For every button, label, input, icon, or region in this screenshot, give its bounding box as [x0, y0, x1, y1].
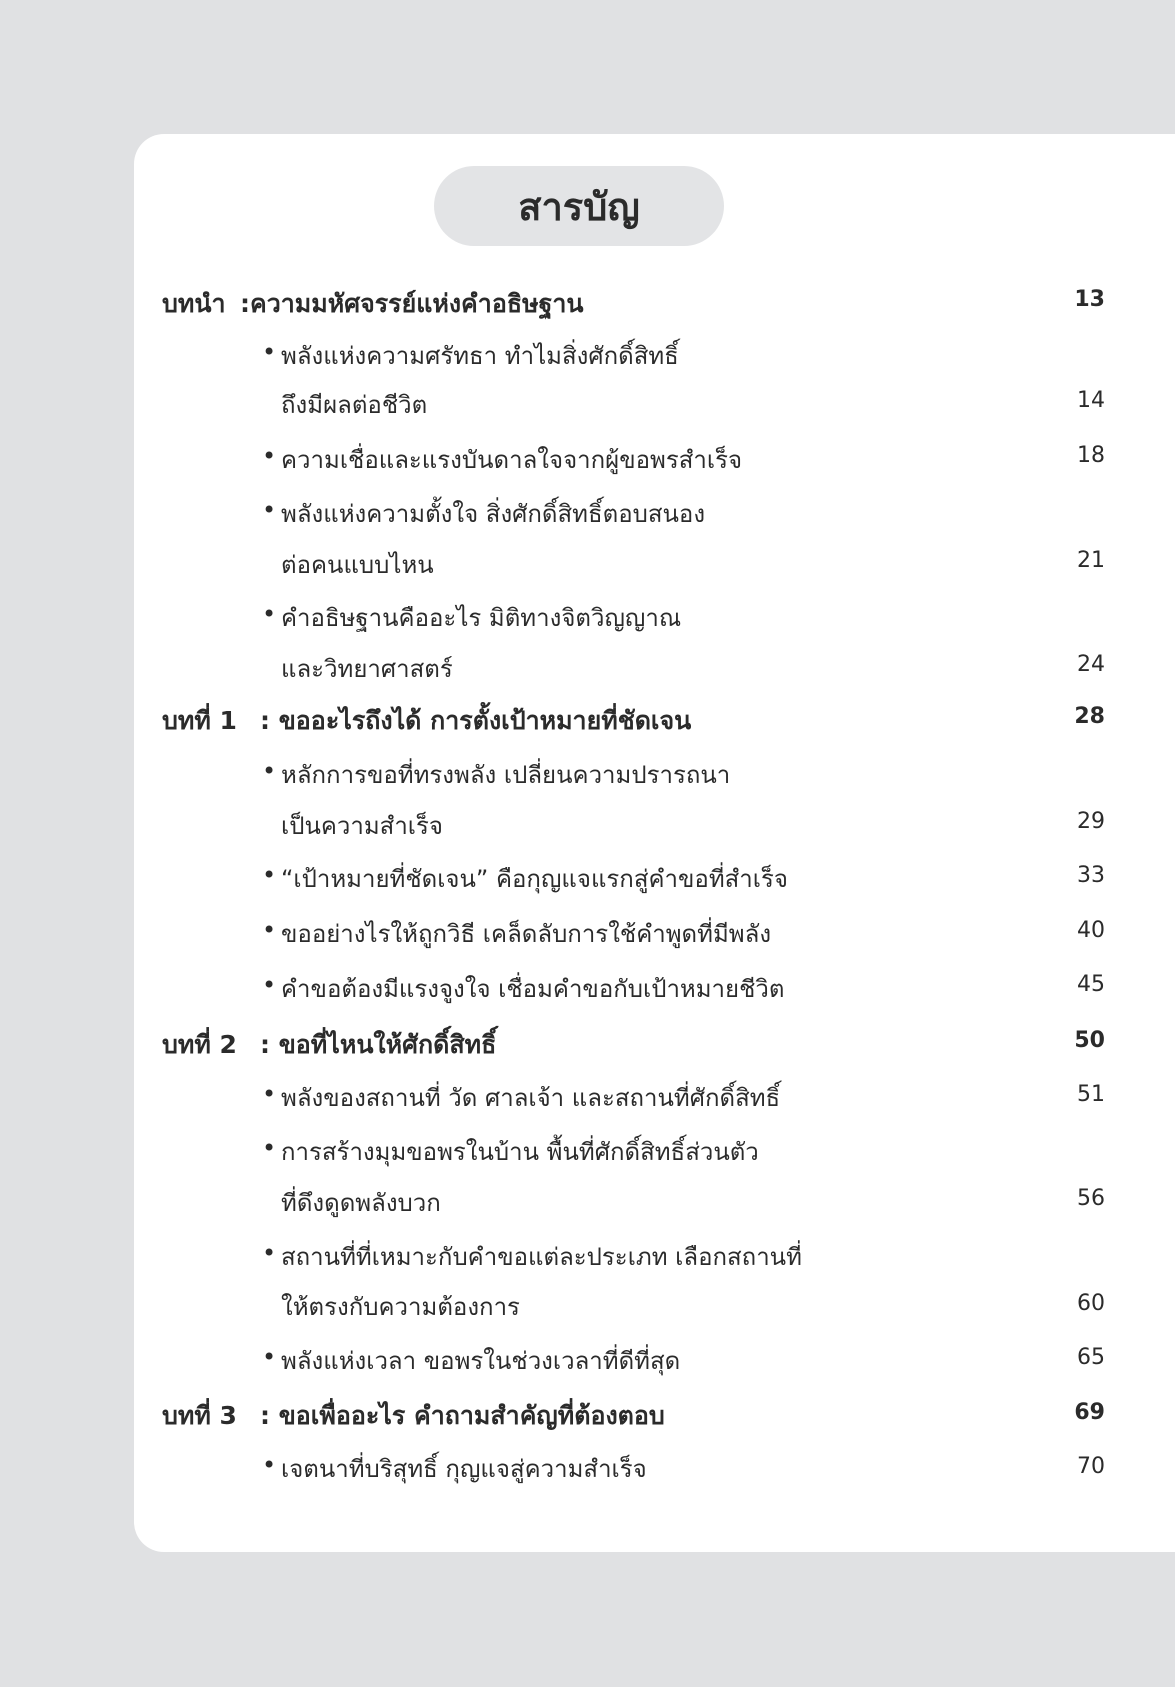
section-title: พลังแห่งเวลา ขอพรในช่วงเวลาที่ดีที่สุด: [281, 1347, 681, 1375]
section-page: 14: [1077, 388, 1105, 413]
section-page: 40: [1077, 918, 1105, 943]
section-title: พลังแห่งความศรัทธา ทำไมสิ่งศักดิ์สิทธิ์: [281, 342, 679, 370]
section-title: คำขอต้องมีแรงจูงใจ เชื่อมคำขอกับเป้าหมายชีวิต: [281, 975, 785, 1003]
chapter-title: :ความมหัศจรรย์แห่งคำอธิษฐาน: [240, 289, 584, 318]
section-title: หลักการขอที่ทรงพลัง เปลี่ยนความปรารถนา: [281, 761, 731, 789]
section-title: คำอธิษฐานคืออะไร มิติทางจิตวิญญาณ: [281, 604, 682, 632]
chapter-title: : ขอเพื่ออะไร คำถามสำคัญที่ต้องตอบ: [260, 1401, 665, 1430]
section-page: 51: [1077, 1082, 1105, 1107]
section-title: สถานที่ที่เหมาะกับคำขอแต่ละประเภท เลือกสถานที่: [281, 1243, 802, 1271]
chapter-page: 50: [1074, 1028, 1105, 1053]
bullet: •: [262, 1343, 277, 1371]
bullet: •: [262, 442, 277, 470]
section-page: 18: [1077, 443, 1105, 468]
chapter-page: 28: [1074, 704, 1105, 729]
section-title: ขออย่างไรให้ถูกวิธี เคล็ดลับการใช้คำพูดที่มีพลัง: [281, 920, 772, 948]
chapter-label: บทที่ 1: [162, 706, 237, 735]
chapter-title: : ขอที่ไหนให้ศักดิ์สิทธิ์: [260, 1030, 497, 1059]
bullet: •: [262, 1080, 277, 1108]
section-page: 24: [1077, 652, 1105, 677]
section-title: “เป้าหมายที่ชัดเจน” คือกุญแจแรกสู่คำขอที่สำเร็จ: [281, 865, 788, 893]
section-title: ความเชื่อและแรงบันดาลใจจากผู้ขอพรสำเร็จ: [281, 446, 743, 474]
section-title-cont: ต่อคนแบบไหน: [281, 551, 434, 579]
section-page: 56: [1077, 1186, 1105, 1211]
section-page: 33: [1077, 863, 1105, 888]
section-page: 45: [1077, 972, 1105, 997]
bullet: •: [262, 600, 277, 628]
section-title-cont: และวิทยาศาสตร์: [281, 655, 453, 683]
chapter-page: 69: [1074, 1400, 1105, 1425]
section-title-cont: ให้ตรงกับความต้องการ: [281, 1293, 520, 1321]
bullet: •: [262, 916, 277, 944]
bullet: •: [262, 1451, 277, 1479]
bullet: •: [262, 1239, 277, 1267]
section-title-cont: ที่ดึงดูดพลังบวก: [281, 1189, 441, 1217]
bullet: •: [262, 496, 277, 524]
bullet: •: [262, 861, 277, 889]
bullet: •: [262, 1134, 277, 1162]
bullet: •: [262, 757, 277, 785]
section-page: 70: [1077, 1454, 1105, 1479]
page-title: สารบัญ: [434, 166, 724, 246]
section-title: พลังของสถานที่ วัด ศาลเจ้า และสถานที่ศักดิ์สิทธิ์: [281, 1084, 781, 1112]
section-title-cont: ถึงมีผลต่อชีวิต: [281, 391, 428, 419]
section-title-cont: เป็นความสำเร็จ: [281, 812, 443, 840]
chapter-page: 13: [1074, 287, 1105, 312]
chapter-label: บทที่ 3: [162, 1401, 237, 1430]
section-page: 65: [1077, 1345, 1105, 1370]
section-title: พลังแห่งความตั้งใจ สิ่งศักดิ์สิทธิ์ตอบสนอง: [281, 500, 706, 528]
section-title: เจตนาที่บริสุทธิ์ กุญแจสู่ความสำเร็จ: [281, 1455, 647, 1483]
chapter-title: : ขออะไรถึงได้ การตั้งเป้าหมายที่ชัดเจน: [260, 706, 692, 735]
book-page: [134, 134, 1175, 1552]
section-page: 60: [1077, 1291, 1105, 1316]
bullet: •: [262, 971, 277, 999]
bullet: •: [262, 338, 277, 366]
chapter-label: บทที่ 2: [162, 1030, 237, 1059]
table-of-contents: [134, 134, 1175, 1552]
section-page: 29: [1077, 809, 1105, 834]
section-title: การสร้างมุมขอพรในบ้าน พื้นที่ศักดิ์สิทธิ์ส่วนตัว: [281, 1138, 759, 1166]
chapter-label: บทนำ: [162, 289, 226, 318]
section-page: 21: [1077, 548, 1105, 573]
